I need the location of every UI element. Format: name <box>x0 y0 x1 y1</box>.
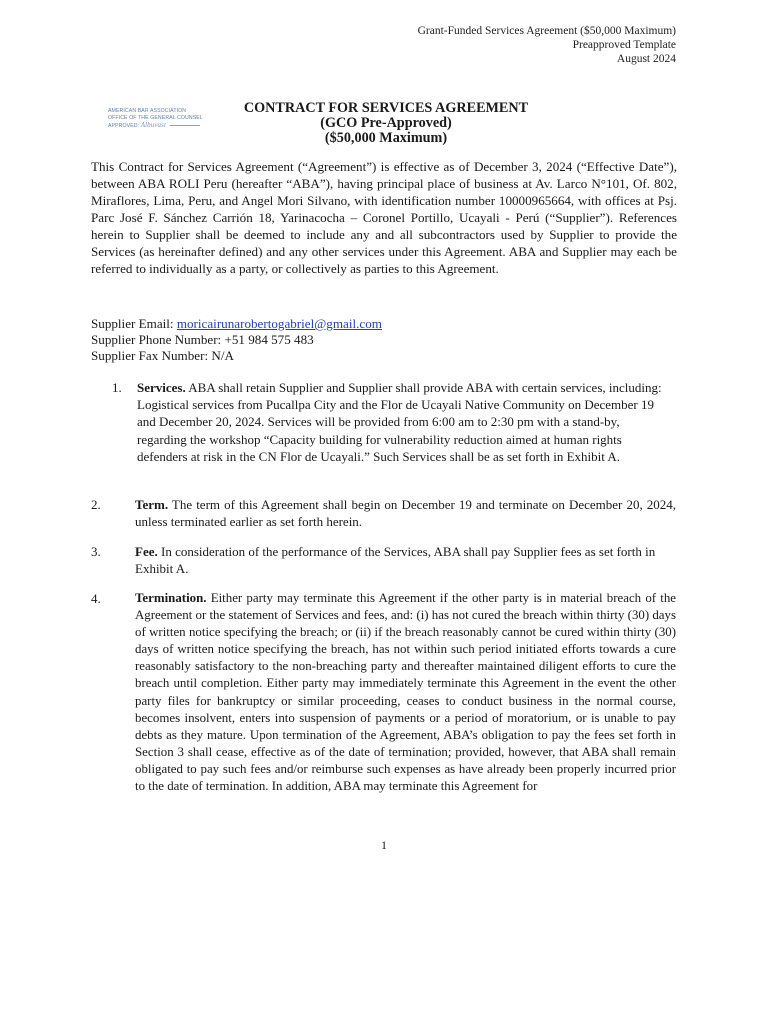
section-body: ABA shall retain Supplier and Supplier shall provide ABA with certain services, including: Logistical services from Pucallpa City and the Flor de Ucayali Native Community on December 19 and December 20, 2024. Services will be provided from 6:00 am to 2:30 pm with a stand-by, regarding the workshop “Capacity building for vulnerability reduction aimed at human rights defenders at risk in the CN Flor de Ucayali.” Such Services shall be as set forth in Exhibit A. <box>137 380 662 464</box>
header-note-line: Preapproved Template <box>572 39 676 51</box>
approval-stamp <box>108 108 226 130</box>
supplier-fax: Supplier Fax Number: N/A <box>91 348 234 363</box>
section-fee <box>91 543 677 579</box>
section-termination <box>91 590 677 830</box>
section-number: 1. <box>112 380 122 395</box>
stamp-signature: Albuvast <box>140 121 167 129</box>
supplier-phone: Supplier Phone Number: +51 984 575 483 <box>91 332 314 347</box>
stamp-signature-line <box>170 125 200 126</box>
section-term <box>91 496 677 532</box>
section-number: 4. <box>91 591 101 606</box>
section-heading: Fee. <box>135 544 158 559</box>
section-body: Either party may terminate this Agreement if the other party is in material breach of the Agreement or the statement of Services and fees, and: (i) has not cured the breach within thirty (30) days of written notice specifying the breach; or (ii) if the breach reasonably cannot be cured within thirty (30) days of written notice specifying the breach, has not within such period initiated efforts towards a cure reasonably satisfactory to the non-breaching party and thereafter maintained diligent efforts to cure the breach until completion. Either party may immediately terminate this Agreement in the event the other party files for bankruptcy or similar proceeding, ceases to conduct business in the normal course, becomes insolvent, enters into suspension of payments or a period of moratorium, or is unable to pay debts as they mature. Upon termination of the Agreement, ABA’s obligation to pay the fees set forth in Section 3 shall cease, effective as of the date of termination; provided, however, that ABA shall remain obligated to pay such fees and/or reimburse such expenses as have already been properly incurred prior to the date of termination. In addition, ABA may terminate this Agreement for <box>135 591 676 794</box>
intro-paragraph: This Contract for Services Agreement (“Agreement”) is effective as of December 3, 2024 (“Effective Date”), between ABA ROLI Peru (hereafter “ABA”), having principal place of business at Av. Larco N°101, Of. 802, Miraflores, Lima, Peru, and Angel Mori Silvano, with identification number 10000965664, with offices at Psj. Parc José F. Sánchez Carrión 18, Yarinacocha – Coronel Portillo, Ucayali - Perú (“Supplier”). References herein to Supplier shall be deemed to include any and all subcontractors used by Supplier to provide the Services (as hereinafter defined) and any other services under this Agreement. ABA and Supplier may each be referred to individually as a party, or collectively as parties to this Agreement. <box>91 159 677 276</box>
section-text <box>135 543 665 577</box>
section-heading: Term. <box>135 497 169 512</box>
supplier-email-row <box>91 316 382 332</box>
section-number: 2. <box>91 497 101 512</box>
title-line: CONTRACT FOR SERVICES AGREEMENT <box>243 100 529 116</box>
header-note-line: August 2024 <box>616 53 676 65</box>
header-note-line: Grant-Funded Services Agreement ($50,000 Maximum) <box>417 25 676 37</box>
supplier-email-link[interactable]: moricairunarobertogabriel@gmail.com <box>176 316 382 331</box>
stamp-approved-label: APPROVED: <box>108 123 140 129</box>
section-body: The term of this Agreement shall begin on December 19 and terminate on December 20, 2024, unless terminated earlier as set forth herein. <box>135 497 676 530</box>
supplier-email-label: Supplier Email: <box>91 316 177 331</box>
section-number: 3. <box>91 544 101 559</box>
section-text <box>137 379 667 465</box>
header-note <box>418 24 676 66</box>
title-line: (GCO Pre-Approved) <box>320 115 452 131</box>
stamp-line: AMERICAN BAR ASSOCIATION <box>108 108 187 114</box>
page-number: 1 <box>381 838 387 852</box>
section-body: In consideration of the performance of the Services, ABA shall pay Supplier fees as set forth in Exhibit A. <box>135 544 656 577</box>
section-text <box>135 590 676 795</box>
section-heading: Services. <box>137 380 186 395</box>
title-line: ($50,000 Maximum) <box>324 130 448 146</box>
section-services <box>112 379 676 483</box>
stamp-line: OFFICE OF THE GENERAL COUNSEL <box>108 115 203 121</box>
stamp-approved-row <box>108 122 226 130</box>
document-title <box>226 101 546 146</box>
supplier-contact <box>91 316 382 364</box>
section-text <box>135 496 676 530</box>
section-heading: Termination. <box>135 591 207 605</box>
